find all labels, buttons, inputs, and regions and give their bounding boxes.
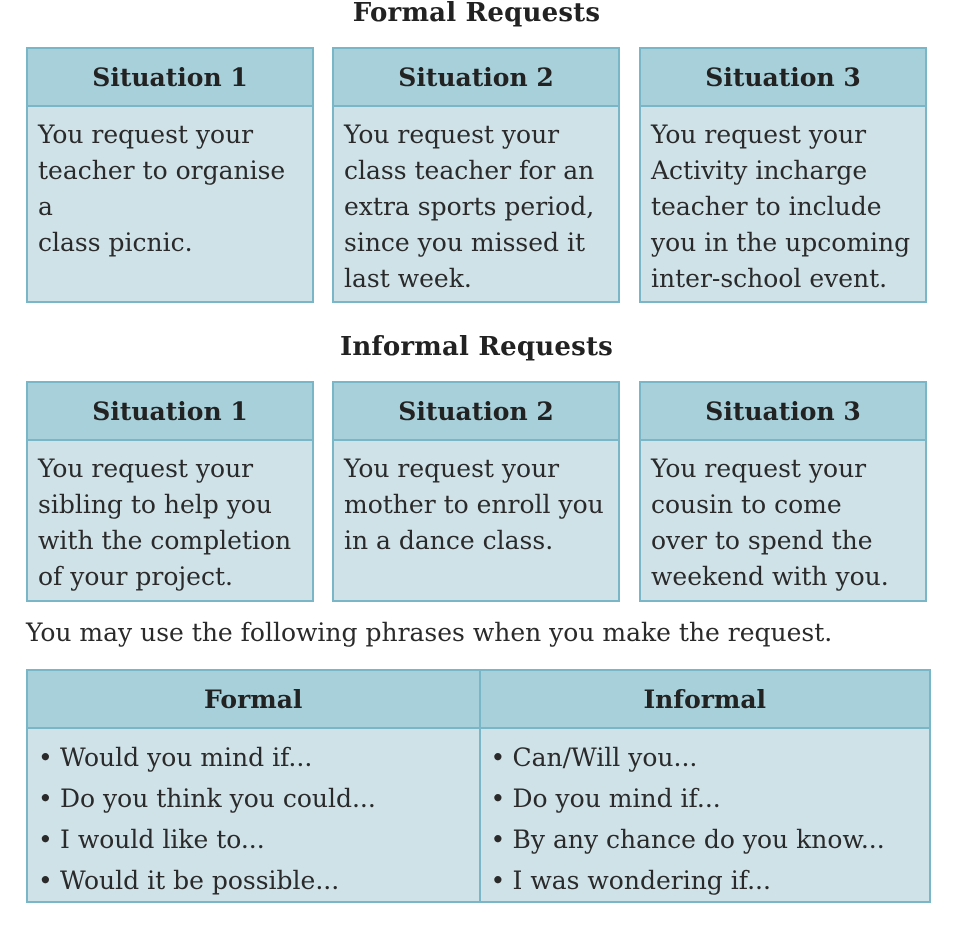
- informal-phrases-list: [481, 729, 930, 901]
- informal-situation-3-heading: Situation 3: [641, 383, 925, 441]
- formal-phrase-text: I would like to...: [60, 825, 265, 854]
- informal-phrases-heading: Informal: [481, 671, 930, 729]
- bullet-icon: •: [490, 784, 506, 813]
- informal-phrase-text: By any chance do you know...: [512, 825, 885, 854]
- bullet-icon: •: [490, 825, 506, 854]
- formal-situation-3-card: [639, 47, 927, 303]
- informal-phrase-text: I was wondering if...: [512, 866, 771, 895]
- formal-phrase-item: [38, 778, 479, 819]
- bullet-icon: •: [490, 743, 506, 772]
- informal-situation-2-heading: Situation 2: [334, 383, 618, 441]
- informal-situation-2-text: You request your mother to enroll you in a dance class.: [344, 454, 604, 555]
- formal-situation-2-card: [332, 47, 620, 303]
- formal-phrase-text: Would you mind if...: [60, 743, 313, 772]
- informal-requests-title: Informal Requests: [339, 332, 614, 362]
- bullet-icon: •: [490, 866, 506, 895]
- bullet-icon: •: [38, 743, 53, 772]
- informal-phrases-column: [479, 671, 930, 901]
- formal-situation-3-heading: Situation 3: [641, 49, 925, 107]
- formal-situation-3-text: You request your Activity incharge teacher to include you in the upcoming inter-school event.: [651, 120, 911, 293]
- formal-situation-1-card: [26, 47, 314, 303]
- informal-phrase-text: Can/Will you...: [512, 743, 698, 772]
- formal-phrase-text: Do you think you could...: [60, 784, 376, 813]
- formal-phrase-item: [38, 737, 479, 778]
- formal-situation-1-heading: Situation 1: [28, 49, 312, 107]
- formal-requests-title: Formal Requests: [352, 0, 601, 28]
- formal-phrase-item: [38, 860, 479, 901]
- bullet-icon: •: [38, 825, 53, 854]
- informal-situation-3-text: You request your cousin to come over to spend the weekend with you.: [651, 454, 889, 591]
- phrases-intro-text: You may use the following phrases when you make the request.: [26, 618, 833, 647]
- informal-phrase-text: Do you mind if...: [512, 784, 721, 813]
- informal-situation-1-heading: Situation 1: [28, 383, 312, 441]
- formal-phrases-heading: Formal: [28, 671, 479, 729]
- formal-situation-1-text: You request your teacher to organise a class picnic.: [38, 120, 286, 257]
- informal-phrase-item: [491, 860, 930, 901]
- formal-phrase-text: Would it be possible...: [60, 866, 340, 895]
- informal-situation-1-text: You request your sibling to help you with the completion of your project.: [38, 454, 292, 591]
- informal-situation-2-card: [332, 381, 620, 602]
- formal-phrase-item: [38, 819, 479, 860]
- informal-phrase-item: [491, 819, 930, 860]
- informal-phrase-item: [491, 737, 930, 778]
- bullet-icon: •: [38, 866, 53, 895]
- phrases-table: [26, 669, 931, 903]
- formal-phrases-list: [28, 729, 479, 901]
- informal-situation-1-card: [26, 381, 314, 602]
- bullet-icon: •: [38, 784, 53, 813]
- formal-situation-2-text: You request your class teacher for an extra sports period, since you missed it last week.: [344, 120, 595, 293]
- informal-situation-3-card: [639, 381, 927, 602]
- formal-phrases-column: [28, 671, 479, 901]
- informal-phrase-item: [491, 778, 930, 819]
- formal-situation-2-heading: Situation 2: [334, 49, 618, 107]
